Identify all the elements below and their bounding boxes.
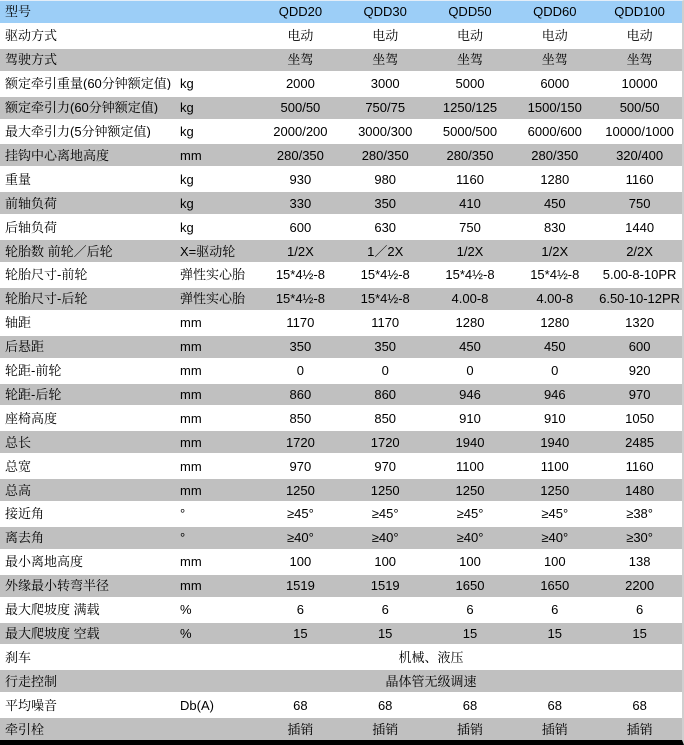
cell-value: 15 [293,626,308,642]
row-label: 轮距-前轮 [5,364,62,378]
row-label: 轮距-后轮 [5,387,62,401]
cell-value: 6 [381,602,389,618]
cell-value: 600 [628,339,651,355]
cell-value: 910 [543,410,566,426]
table-row [0,216,682,240]
table-row [0,288,682,312]
cell-value: 68 [632,697,647,713]
cell-value: 15*4½-8 [445,267,495,283]
row-label: 驾驶方式 [5,53,58,67]
merged-cell-value: 机械、液压 [398,649,464,665]
cell-value: 450 [459,339,481,355]
row-label: 轮胎数 前轮／后轮 [5,244,113,258]
cell-value: 750 [628,195,651,211]
cell-value: 2485 [625,434,655,450]
cell-value: 320/400 [616,147,664,163]
cell-value: 插销 [372,721,399,737]
cell-value: ≥45° [287,506,314,522]
row-unit: Db(A) [180,697,214,713]
cell-value: 850 [289,410,312,426]
cell-value: 3000/300 [358,123,413,139]
cell-value: 1160 [625,171,654,187]
table-row [0,360,682,384]
cell-value: 4.00-8 [451,291,489,307]
row-unit: kg [180,100,194,116]
cell-value: 850 [374,410,397,426]
merged-cell-value: 晶体管无级调速 [385,673,477,689]
table-row [0,25,682,49]
cell-value: 电动 [287,28,314,44]
cell-value: 电动 [456,28,483,44]
cell-value: 1480 [625,482,655,498]
cell-value: ≥38° [626,506,653,522]
cell-value: 68 [462,697,478,713]
row-label: 总长 [5,435,32,449]
row-unit: mm [180,410,202,426]
row-label: 额定牵引重量(60分钟额定值) [5,77,172,91]
cell-value: 100 [459,554,481,570]
cell-value: 630 [374,219,397,235]
row-unit: X=驱动轮 [180,243,236,259]
table-row [0,527,682,551]
row-label: 离去角 [5,531,45,545]
table-row [0,407,682,431]
cell-value: 1280 [455,315,485,331]
cell-value: 68 [547,697,563,713]
cell-value: 500/50 [280,100,321,116]
cell-value: 15*4½-8 [360,291,410,307]
row-label: 重量 [5,172,32,186]
cell-value: 0 [466,363,474,379]
row-unit: % [180,626,192,642]
row-label: 刹车 [5,650,32,664]
cell-value: 1720 [285,434,315,450]
cell-value: 电动 [372,28,399,44]
row-unit: % [180,602,192,618]
cell-value: 电动 [626,28,653,44]
row-label: 最大爬坡度 空载 [5,627,100,641]
cell-value: 插销 [626,721,653,737]
cell-value: 330 [289,195,312,211]
cell-value: ≥45° [456,506,484,522]
cell-value: 970 [628,386,651,402]
cell-value: 6 [635,602,644,618]
cell-value: 280/350 [446,147,494,163]
table-row [0,670,682,694]
cell-value: 15*4½-8 [275,291,325,307]
cell-value: ≥45° [371,506,399,522]
cell-value: 插销 [287,721,314,737]
cell-value: 1170 [371,315,400,331]
cell-value: 750 [459,219,481,235]
cell-value: 15 [547,626,563,642]
cell-value: 坐驾 [456,52,483,68]
cell-value: 970 [289,458,312,474]
cell-value: 100 [543,554,566,570]
cell-value: 138 [628,554,651,570]
cell-value: 1050 [625,410,655,426]
row-label: 行走控制 [5,674,58,688]
table-title: 型号 [5,5,32,19]
table-row [0,646,682,670]
row-unit: ° [180,530,186,546]
cell-value: 0 [296,363,305,379]
cell-value: 15 [377,626,393,642]
cell-value: 10000 [621,76,658,92]
cell-value: 10000/1000 [605,123,674,139]
row-unit: kg [180,123,194,139]
cell-value: 1500/150 [527,100,582,116]
model-column-header: QDD50 [448,4,492,20]
cell-value: 1250/125 [442,100,498,116]
table-row [0,551,682,575]
cell-value: 946 [543,386,566,402]
cell-value: 1100 [456,458,484,474]
cell-value: 68 [293,697,308,713]
cell-value: 2200 [625,578,655,594]
row-unit: 弹性实心胎 [180,291,246,307]
table-row [0,479,682,503]
row-label: 驱动方式 [5,29,58,43]
row-label: 最小离地高度 [5,555,84,569]
row-label: 后轴负荷 [5,220,58,234]
cell-value: 2/2X [626,243,653,259]
table-row [0,694,682,718]
cell-value: 980 [374,171,397,187]
cell-value: 坐驾 [626,52,653,68]
row-unit: mm [180,434,202,450]
cell-value: 1320 [625,315,655,331]
row-label: 轴距 [5,316,32,330]
cell-value: 3000 [370,76,400,92]
row-unit: mm [180,554,202,570]
cell-value: 坐驾 [372,52,399,68]
row-unit: ° [180,506,186,522]
cell-value: 1280 [540,171,570,187]
cell-value: 450 [543,195,566,211]
row-label: 最大爬坡度 满载 [5,603,100,617]
row-label: 座椅高度 [5,411,58,425]
cell-value: ≥40° [287,530,314,546]
row-unit: mm [180,147,202,163]
cell-value: 坐驾 [541,52,568,68]
row-label: 总高 [5,483,32,497]
table-row [0,599,682,623]
cell-value: 1160 [625,458,654,474]
table-row [0,144,682,168]
cell-value: 1100 [540,458,569,474]
cell-value: 500/50 [619,100,660,116]
cell-value: 6.50-10-12PR [599,291,681,307]
row-unit: mm [180,363,202,379]
cell-value: 2000 [285,76,315,92]
cell-value: 100 [374,554,397,570]
cell-value: 410 [459,195,481,211]
cell-value: 5000 [455,76,485,92]
table-row [0,240,682,264]
table-row [0,336,682,360]
row-label: 轮胎尺寸-后轮 [5,292,88,306]
table-row [0,97,682,121]
cell-value: 1650 [540,578,570,594]
cell-value: 1720 [370,434,400,450]
cell-value: 15*4½-8 [360,267,410,283]
table-row [0,503,682,527]
cell-value: ≥45° [541,506,569,522]
cell-value: 350 [374,339,397,355]
cell-value: 电动 [541,28,568,44]
cell-value: 15 [632,626,647,642]
row-unit: kg [180,219,194,235]
cell-value: 6 [466,602,474,618]
cell-value: 1940 [540,434,570,450]
cell-value: 0 [551,363,559,379]
cell-value: 600 [289,219,312,235]
row-label: 额定牵引力(60分钟额定值) [5,101,159,115]
cell-value: 1/2X [541,243,569,259]
table-row [0,73,682,97]
row-unit: mm [180,339,202,355]
row-label: 后悬距 [5,340,45,354]
cell-value: 946 [459,386,481,402]
cell-value: ≥40° [456,530,484,546]
row-unit: kg [180,171,194,187]
table-row [0,49,682,73]
row-label: 接近角 [5,507,45,521]
cell-value: 2000/200 [273,123,328,139]
model-column-header: QDD100 [614,4,665,20]
table-row [0,455,682,479]
cell-value: 1160 [456,171,484,187]
cell-value: 1940 [455,434,485,450]
cell-value: ≥30° [626,530,653,546]
cell-value: 350 [289,339,312,355]
cell-value: 1250 [540,482,570,498]
table-row [0,121,682,145]
cell-value: 15*4½-8 [275,267,325,283]
cell-value: 1/2X [287,243,314,259]
cell-value: 970 [374,458,397,474]
cell-value: 830 [543,219,566,235]
model-column-header: QDD20 [278,4,323,20]
table-row [0,575,682,599]
row-unit: mm [180,482,202,498]
table-row [0,623,682,647]
table-row [0,168,682,192]
row-label: 外缘最小转弯半径 [5,579,110,593]
row-label: 牵引栓 [5,722,45,736]
cell-value: 920 [628,363,651,379]
cell-value: 1/2X [456,243,484,259]
cell-value: 5000/500 [442,123,498,139]
cell-value: 坐驾 [287,52,314,68]
cell-value: 280/350 [531,147,579,163]
cell-value: 1650 [455,578,485,594]
table-row [0,192,682,216]
row-label: 最大牵引力(5分钟额定值) [5,124,151,138]
cell-value: 910 [459,410,481,426]
cell-value: 6000 [540,76,570,92]
cell-value: 1250 [455,482,485,498]
cell-value: 0 [381,363,389,379]
cell-value: 280/350 [361,147,409,163]
cell-value: 1280 [540,315,570,331]
cell-value: 1519 [370,578,400,594]
cell-value: 15 [462,626,478,642]
cell-value: 1440 [625,219,655,235]
cell-value: ≥40° [371,530,399,546]
cell-value: 750/75 [365,100,406,116]
cell-value: 450 [543,339,566,355]
cell-value: 350 [374,195,397,211]
cell-value: 1／2X [367,243,404,259]
model-column-header: QDD30 [363,4,407,20]
table-row [0,384,682,408]
cell-value: 280/350 [276,147,324,163]
row-unit: mm [180,458,202,474]
cell-value: 1170 [286,315,315,331]
cell-value: 插销 [541,721,568,737]
table-header-row [0,1,682,25]
row-label: 轮胎尺寸-前轮 [5,268,88,282]
cell-value: 68 [377,697,393,713]
cell-value: 1250 [285,482,315,498]
model-column-header: QDD60 [533,4,577,20]
row-unit: mm [180,578,202,594]
row-unit: kg [180,195,194,211]
cell-value: 插销 [456,721,483,737]
cell-value: 860 [289,386,312,402]
cell-value: 1250 [370,482,400,498]
row-label: 总宽 [5,459,32,473]
row-label: 挂钩中心离地高度 [5,148,110,162]
row-unit: mm [180,386,202,402]
cell-value: 4.00-8 [536,291,574,307]
row-unit: kg [180,76,194,92]
table-row [0,312,682,336]
cell-value: 6 [296,602,305,618]
table-row [0,431,682,455]
row-unit: mm [180,315,202,331]
cell-value: 5.00-8-10PR [602,267,677,283]
cell-value: 930 [289,171,312,187]
cell-value: 100 [289,554,312,570]
cell-value: 1519 [285,578,315,594]
table-row [0,718,682,740]
cell-value: 6 [551,602,559,618]
cell-value: 860 [374,386,397,402]
row-label: 平均噪音 [5,698,58,712]
row-label: 前轴负荷 [5,196,58,210]
cell-value: 15*4½-8 [530,267,580,283]
cell-value: 6000/600 [527,123,582,139]
row-unit: 弹性实心胎 [180,267,246,283]
cell-value: ≥40° [541,530,569,546]
table-row [0,264,682,288]
